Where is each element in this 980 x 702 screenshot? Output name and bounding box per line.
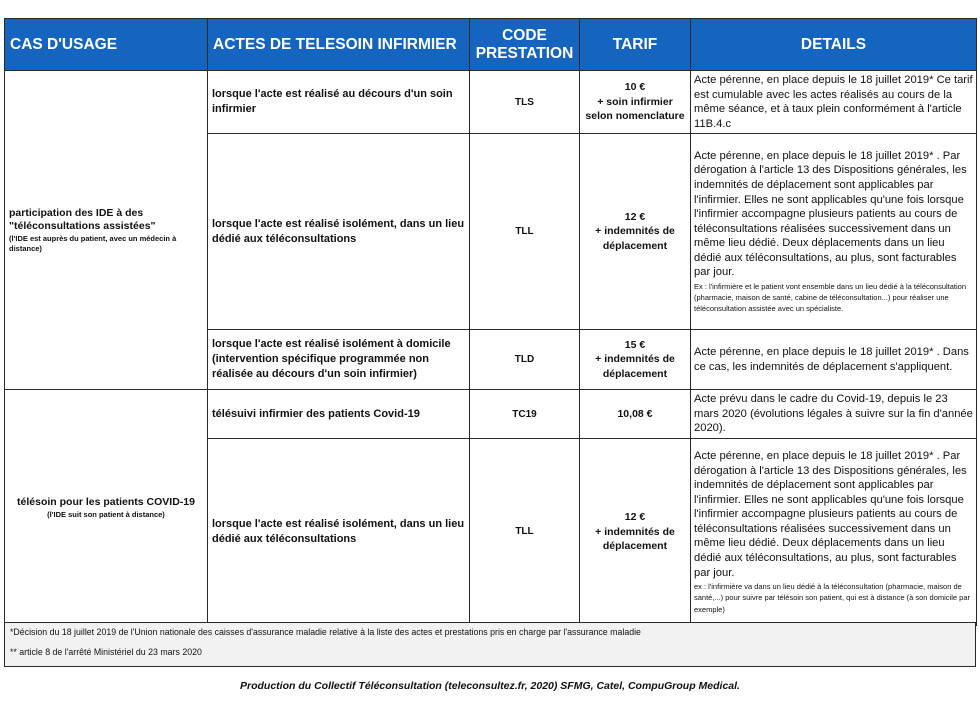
header-actes: ACTES DE TELESOIN INFIRMIER	[208, 19, 470, 71]
details-example: ex : l'infirmière va dans un lieu dédié à la téléconsultation (pharmacie, maison de santé,...) pour suivre par télésoin son patient, qui est à distance (à son domicile par exemple)	[694, 582, 970, 614]
code-cell: TLL	[470, 438, 580, 625]
tarif-extra: + indemnités de déplacement	[595, 225, 675, 253]
code-cell: TLL	[470, 134, 580, 330]
acte-cell: lorsque l'acte est réalisé au décours d'un soin infirmier	[208, 71, 470, 134]
details-text: Acte pérenne, en place depuis le 18 juillet 2019* . Dans ce cas, les indemnités de déplacement s'appliquent.	[694, 346, 969, 373]
details-cell	[691, 330, 977, 390]
tarif-extra: + indemnités de déplacement	[595, 353, 675, 381]
tarif-cell	[580, 390, 691, 439]
usage-title: participation des IDE à des "téléconsultations assistées"	[9, 207, 156, 232]
header-row	[5, 19, 977, 71]
tarif-amount: 15 €	[624, 338, 646, 351]
details-text: Acte pérenne, en place depuis le 18 juillet 2019* . Par dérogation à l'article 13 des Dispositions générales, les indemnités de déplacement sont applicables par l'infirmier. Elles ne sont applicables qu'une fois lorsque l'infirmier accompagne plusieurs patients au cours de téléconsultations réalisées successivement dans un même lieu dédié. Deux déplacements dans un lieu dédié aux téléconsultations, au plus, sont facturables par jour.	[694, 149, 967, 279]
usage-subtitle: (l'IDE est auprès du patient, avec un médecin à distance)	[9, 234, 177, 253]
acte-cell: lorsque l'acte est réalisé isolément à domicile (intervention spécifique programmée non réalisée au décours d'un soin infirmier)	[208, 330, 470, 390]
code-cell: TLD	[470, 330, 580, 390]
telesoin-table	[4, 18, 977, 626]
tarif-amount: 10,08 €	[617, 407, 653, 420]
details-text: Acte pérenne, en place depuis le 18 juillet 2019* . Par dérogation à l'article 13 des Dispositions générales, les indemnités de déplacement sont applicables par l'infirmier. Elles ne sont applicables qu'une fois lorsque l'infirmier accompagne plusieurs patients au cours de téléconsultations réalisées successivement dans un même lieu dédié. Deux déplacements dans un lieu dédié aux téléconsultations, au plus, sont facturables par jour.	[694, 450, 967, 579]
acte-cell: lorsque l'acte est réalisé isolément, dans un lieu dédié aux téléconsultations	[208, 134, 470, 330]
table-row	[5, 71, 977, 134]
header-code: CODE PRESTATION	[470, 19, 580, 71]
table-row	[5, 390, 977, 439]
details-example: Ex : l'infirmière et le patient vont ensemble dans un lieu dédié à la téléconsultation (pharmacie, maison de santé, cabine de téléconsultation...) pour réaliser une téléconsultation assistée avec un spécialiste.	[694, 281, 967, 314]
tarif-extra: + soin infirmier selon nomenclature	[585, 95, 685, 123]
details-cell	[691, 71, 977, 134]
header-cas-usage: CAS D'USAGE	[5, 19, 208, 71]
tarif-amount: 12 €	[624, 510, 646, 523]
details-text: Acte prévu dans le cadre du Covid-19, depuis le 23 mars 2020 (évolutions légales à suivre sur la fin d'année 2020).	[694, 393, 973, 435]
usage-cell-covid	[5, 390, 208, 626]
details-text: Acte pérenne, en place depuis le 18 juillet 2019* Ce tarif est cumulable avec les actes réalisés au cours de la même séance, et à taux plein conformément à l'article 11B.4.c	[694, 74, 973, 130]
usage-subtitle: (l'IDE suit son patient à distance)	[47, 510, 165, 520]
code-cell: TLS	[470, 71, 580, 134]
production-credit: Production du Collectif Téléconsultation (teleconsultez.fr, 2020) SFMG, Catel, CompuGroup Medical.	[240, 680, 740, 692]
header-details: DETAILS	[691, 19, 977, 71]
details-cell	[691, 134, 977, 330]
tarif-amount: 10 €	[624, 81, 646, 94]
tarif-cell	[580, 71, 691, 134]
code-cell: TC19	[470, 390, 580, 439]
acte-cell: lorsque l'acte est réalisé isolément, dans un lieu dédié aux téléconsultations	[208, 438, 470, 625]
tarif-cell	[580, 134, 691, 330]
tarif-cell	[580, 438, 691, 625]
footnotes-box	[4, 622, 976, 667]
tarif-amount: 12 €	[624, 210, 646, 223]
footnote-1: *Décision du 18 juillet 2019 de l'Union nationale des caisses d'assurance maladie relative à la liste des actes et prestations pris en charge par l'assurance maladie	[10, 627, 641, 637]
header-tarif: TARIF	[580, 19, 691, 71]
footnote-2: ** article 8 de l'arrêté Ministériel du 23 mars 2020	[10, 647, 202, 657]
tarif-extra: + indemnités de déplacement	[595, 525, 675, 553]
acte-cell: télésuivi infirmier des patients Covid-19	[208, 390, 470, 439]
usage-title: télésoin pour les patients COVID-19	[17, 495, 195, 508]
tarif-cell	[580, 330, 691, 390]
details-cell	[691, 438, 977, 625]
details-cell	[691, 390, 977, 439]
usage-cell-ide	[5, 71, 208, 390]
